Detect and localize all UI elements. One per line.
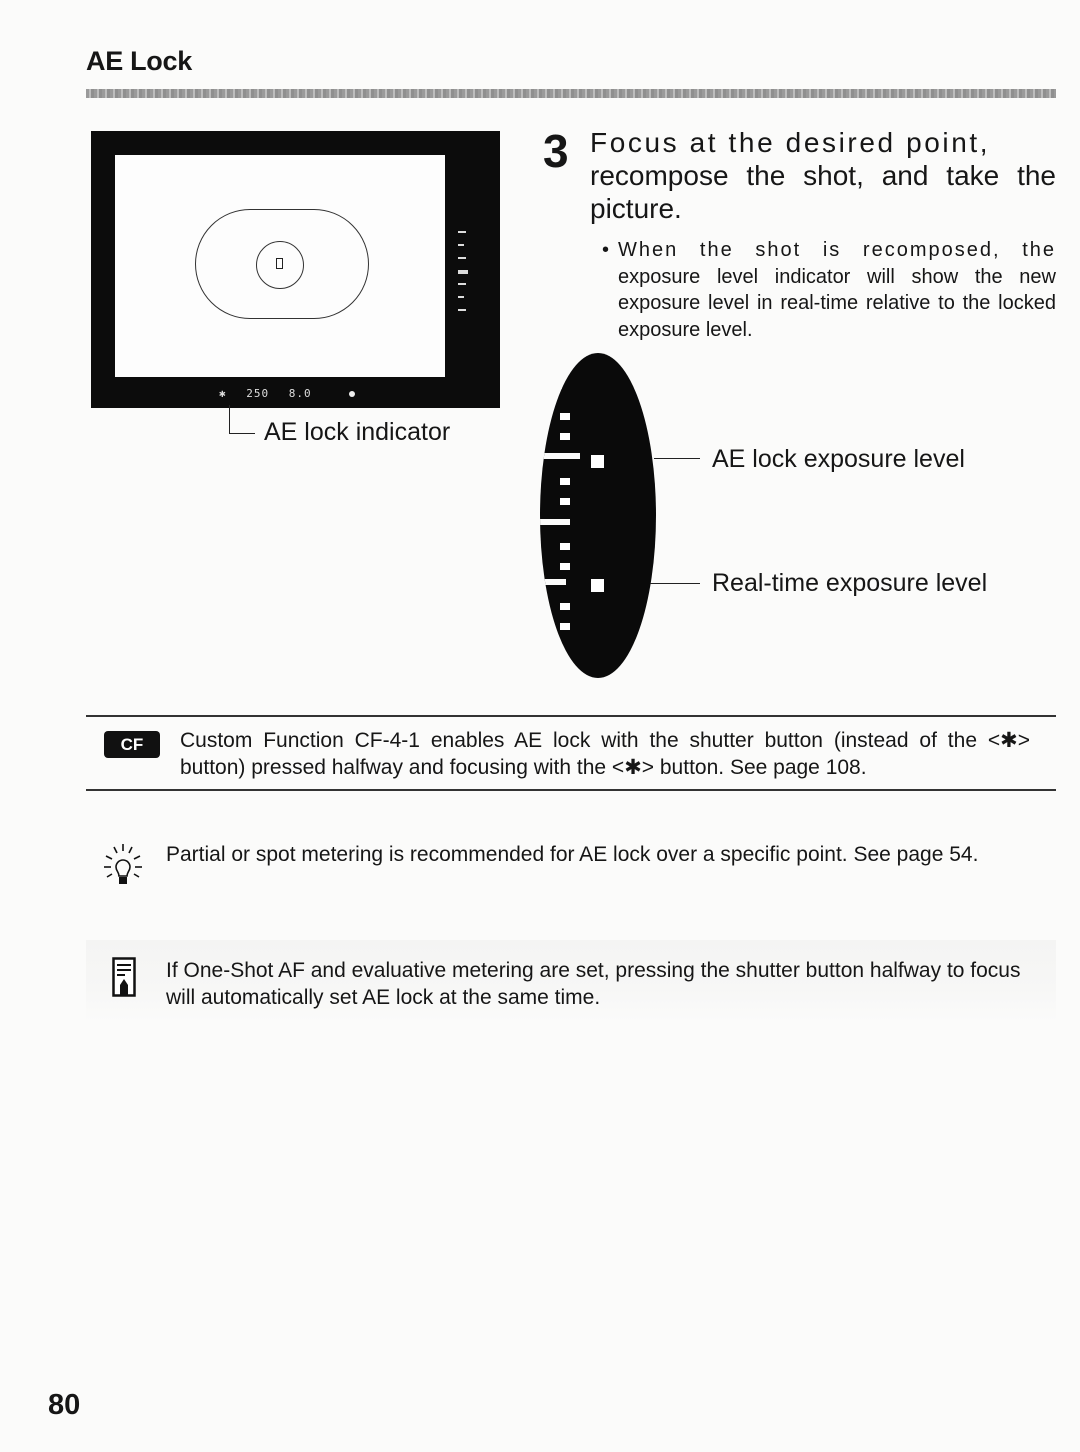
page-number: 80: [48, 1389, 81, 1421]
bullet-dot: •: [602, 239, 610, 261]
viewfinder-info-bar: [219, 387, 367, 400]
bullet-rest: exposure level indicator will show the new exposure level in real-time relative to the locked exposure level.: [618, 265, 1056, 341]
cf-note-bottom-rule: [86, 789, 1056, 791]
indicator-leader-line: [229, 405, 230, 434]
aperture-value: 8.0: [288, 387, 312, 400]
exposure-scale-closeup: [540, 353, 656, 678]
step-bullet: [602, 237, 1056, 343]
ae-lock-star-icon: ✱: [219, 387, 227, 400]
indicator-leader-line-h: [229, 433, 255, 434]
viewfinder-screen: [115, 155, 445, 377]
viewfinder-illustration: [91, 131, 500, 408]
lightbulb-icon: [100, 842, 146, 888]
step-number: 3: [543, 125, 569, 177]
cf-badge-icon: CF: [104, 731, 160, 758]
viewfinder-exposure-scale: [458, 231, 466, 326]
ae-lock-callout-line: [654, 458, 700, 459]
cf-note-text: Custom Function CF-4-1 enables AE lock with the shutter button (instead of the <✱> button) pressed halfway and focusing with the <✱> button. See page 108.: [180, 729, 1030, 779]
title-rule: [86, 89, 1056, 98]
shutter-speed: 250: [246, 387, 270, 400]
realtime-exposure-label: Real-time exposure level: [712, 569, 988, 597]
step-heading-line1: Focus at the desired point,: [590, 127, 991, 158]
cf-note-top-rule: [86, 715, 1056, 717]
ae-lock-level-marker: [591, 455, 604, 468]
memo-text: If One-Shot AF and evaluative metering are set, pressing the shutter button halfway to focus will automatically set AE lock at the same time.: [166, 959, 1021, 1009]
section-title: AE Lock: [86, 46, 192, 76]
ae-lock-exposure-label: AE lock exposure level: [712, 445, 965, 473]
bullet-first-line: When the shot is recomposed, the: [618, 239, 1056, 261]
memo-pencil-icon: [112, 957, 136, 997]
ae-lock-indicator-label: AE lock indicator: [264, 418, 451, 446]
realtime-callout-line: [650, 583, 700, 584]
realtime-level-marker: [591, 579, 604, 592]
step-heading-rest: recompose the shot, and take the picture.: [590, 160, 1056, 224]
af-point-icon: [276, 258, 283, 269]
step-heading: [590, 126, 1056, 225]
focus-confirm-dot-icon: [349, 391, 355, 397]
bullet-text: [618, 237, 1056, 343]
tip-text: Partial or spot metering is recommended for AE lock over a specific point. See page 54.: [166, 843, 979, 866]
